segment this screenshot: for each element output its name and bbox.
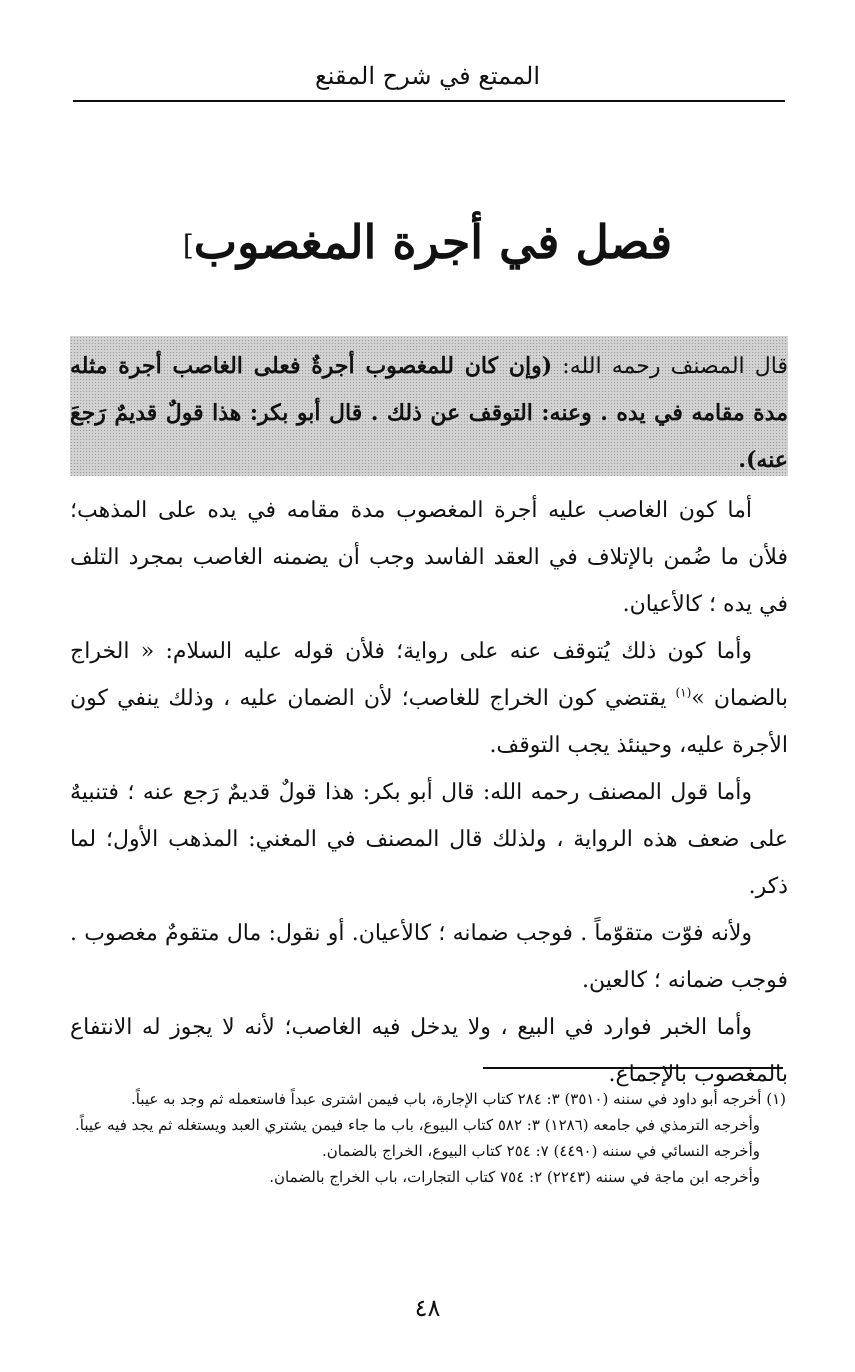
footnotes: [72, 1086, 786, 1190]
quote-text: (وإن كان للمغصوب أجرةٌ فعلى الغاصب أجرة مثله مدة مقامه في يده . وعنه: التوقف عن ذلك . قال أبو بكر: هذا قولٌ قديمٌ رَجعَ عنه).: [70, 353, 788, 473]
chapter-title-text: فصل في أجرة المغصوب: [193, 215, 673, 269]
commentary-body: [70, 487, 788, 1098]
quote-intro: قال المصنف رحمه الله:: [552, 354, 788, 379]
footnote-1-ibn-majah: وأخرجه ابن ماجة في سننه (٢٢٤٣) ٢: ٧٥٤ كتاب التجارات، باب الخراج بالضمان.: [269, 1168, 760, 1186]
paragraph-5: وأما الخبر فوارد في البيع ، ولا يدخل فيه الغاصب؛ لأنه لا يجوز له الانتفاع بالمغصوب بالإجماع.: [70, 1015, 788, 1087]
footnote-1-tirmidhi: وأخرجه الترمذي في جامعه (١٢٨٦) ٣: ٥٨٢ كتاب البيوع، باب ما جاء فيمن يشتري العبد ويستغله ثم يجد فيه عيباً.: [75, 1116, 760, 1134]
header-rule: [73, 100, 785, 102]
running-head: الممتع في شرح المقنع: [315, 62, 540, 90]
page-number: ٤٨: [414, 1294, 441, 1322]
chapter-title: [0, 210, 855, 278]
footnote-1: (١) أخرجه أبو داود في سننه (٣٥١٠) ٣: ٢٨٤ كتاب الإجارة، باب فيمن اشترى عبداً فاستعمله ثم وجد به عيباً.: [130, 1090, 786, 1108]
chapter-title-bracket: ]: [182, 229, 194, 262]
quoted-matn: [70, 343, 788, 484]
paragraph-2-start: وأما كون ذلك يُتوقف عنه على رواية؛ فلأن قوله عليه السلام: « الخراج بالضمان »: [70, 639, 789, 711]
footnote-separator: [483, 1067, 783, 1069]
paragraph-1: أما كون الغاصب عليه أجرة المغصوب مدة مقامه في يده على المذهب؛ فلأن ما ضُمن بالإتلاف في العقد الفاسد وجب أن يضمنه الغاصب بمجرد التلف في يده ؛ كالأعيان.: [70, 498, 788, 617]
paragraph-2-end: يقتضي كون الخراج للغاصب؛ لأن الضمان عليه ، وذلك ينفي كون الأجرة عليه، وحينئذ يجب التوقف.: [70, 686, 788, 758]
paragraph-3: وأما قول المصنف رحمه الله: قال أبو بكر: هذا قولٌ قديمٌ رَجع عنه ؛ فتنبيهٌ على ضعف هذه الرواية ، ولذلك قال المصنف في المغني: المذهب الأول؛ لما ذكر.: [70, 780, 788, 899]
paragraph-4: ولأنه فوّت متقوّماً . فوجب ضمانه ؛ كالأعيان. أو نقول: مال متقومٌ مغصوب . فوجب ضمانه ؛ كالعين.: [70, 921, 788, 993]
paragraph-2: [70, 628, 788, 769]
footnote-1-nasai: وأخرجه النسائي في سننه (٤٤٩٠) ٧: ٢٥٤ كتاب البيوع، الخراج بالضمان.: [321, 1142, 760, 1160]
footnote-marker: (١): [675, 685, 692, 700]
